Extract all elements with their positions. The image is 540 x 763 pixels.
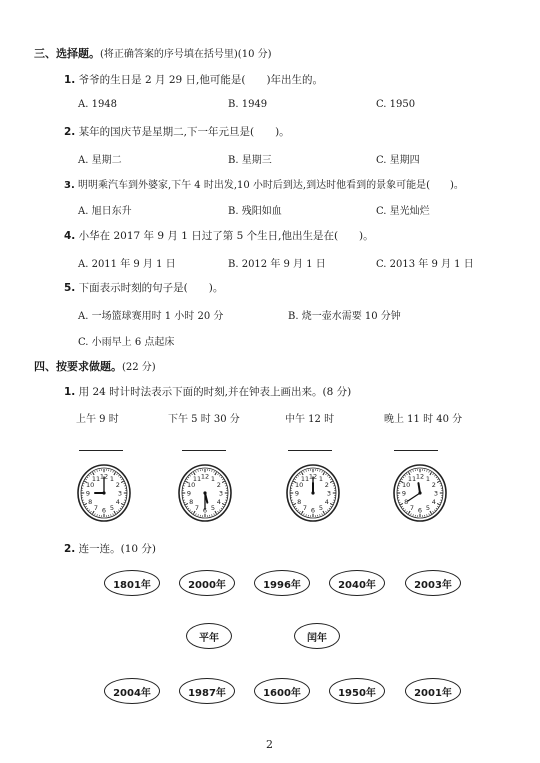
clock-tick [113, 471, 114, 472]
clock-numeral: 2 [431, 481, 436, 489]
clock-tick [225, 502, 226, 503]
clock-numeral: 6 [101, 506, 107, 515]
option-3-4-a: A. 2011 年 9 月 1 日 [78, 259, 176, 270]
clock-tick [437, 503, 440, 505]
option-3-2-b: B. 星期三 [228, 155, 272, 166]
time-label-4: 晚上 11 时 40 分 [384, 414, 463, 425]
clock-tick [95, 513, 96, 514]
clock-tick [121, 479, 122, 480]
clock-tick [401, 479, 402, 480]
option-3-3-a: A. 旭日东升 [78, 206, 132, 217]
page-number: 2 [266, 738, 273, 751]
question-4-2: 2. 连一连。(10 分) [64, 543, 157, 555]
clock-numeral: 7 [409, 504, 415, 513]
clock-tick [85, 479, 86, 480]
clock-tick [186, 479, 187, 480]
clock-numeral: 6 [310, 506, 316, 515]
clock-tick [333, 483, 334, 484]
clock-tick [440, 502, 441, 503]
leap-year-oval[interactable]: 闰年 [294, 623, 340, 649]
clock-tick [124, 502, 125, 503]
clock-numeral: 12 [308, 472, 318, 481]
section-3-title: 三、选择题。 [34, 47, 100, 60]
clock-tick [188, 508, 189, 509]
clock-numeral: 2 [115, 481, 120, 489]
clock-tick [437, 506, 438, 507]
clock-tick [329, 477, 330, 478]
clock-tick [403, 508, 404, 509]
common-year-oval[interactable]: 平年 [186, 623, 232, 649]
clock-tick [120, 508, 121, 509]
clock-center-pin [418, 491, 421, 494]
question-3-5: 5. 下面表示时刻的句子是( )。 [64, 282, 224, 294]
clock-tick [294, 506, 295, 507]
option-3-5-a: A. 一场篮球赛用时 1 小时 20 分 [78, 311, 224, 322]
clock-tick [293, 503, 296, 505]
option-3-3-b: B. 残阳如血 [228, 206, 282, 217]
clock-tick [323, 511, 325, 514]
time-label-2: 下午 5 时 30 分 [168, 414, 240, 425]
clock-tick [84, 503, 87, 505]
option-3-1-c: C. 1950 [376, 99, 416, 110]
clock-tick [433, 474, 434, 475]
clock-tick [406, 511, 407, 512]
clock-tick [214, 513, 215, 514]
clock-tick [327, 510, 328, 511]
option-3-3-c: C. 星光灿烂 [376, 206, 430, 217]
clock-numeral: 9 [85, 489, 91, 498]
clock-tick [117, 474, 118, 475]
clock-tick [214, 471, 215, 472]
clock-tick [114, 511, 116, 514]
year-oval-1950[interactable]: 1950年 [329, 678, 385, 704]
clock-tick [219, 475, 220, 476]
clock-tick [299, 511, 300, 512]
clock-numeral: 7 [194, 504, 200, 513]
answer-blank-4[interactable] [394, 450, 438, 451]
clock-numeral: 5 [210, 504, 216, 513]
clock-numeral: 4 [115, 498, 120, 506]
clock-tick [190, 475, 191, 476]
clock-tick [330, 506, 331, 507]
year-oval-1996[interactable]: 1996年 [254, 570, 310, 596]
section-3-note: (将正确答案的序号填在括号里)(10 分) [100, 49, 272, 60]
clock-tick [304, 471, 305, 472]
question-3-3: 3. 明明乘汽车到外婆家,下午 4 时出发,10 小时后到达,到达时他看到的景象可能是( )。 [64, 180, 464, 191]
option-3-2-c: C. 星期四 [376, 155, 420, 166]
section-4-note: (22 分) [122, 362, 156, 373]
section-3-heading [34, 45, 272, 61]
clock-tick [90, 511, 91, 512]
clock-tick [89, 510, 90, 511]
clock-tick [333, 502, 334, 503]
clock-numeral: 11 [300, 474, 310, 483]
clock-tick [399, 502, 400, 503]
clock-tick [222, 481, 225, 483]
clock-tick [120, 477, 121, 478]
clock-tick [434, 475, 435, 476]
clock-tick [186, 506, 187, 507]
clock-center-pin [203, 491, 206, 494]
clock-tick [430, 472, 432, 475]
clock-tick [114, 472, 116, 475]
clock-tick [190, 510, 191, 511]
answer-blank-1[interactable] [79, 450, 123, 451]
option-3-2-a: A. 星期二 [78, 155, 122, 166]
clock-numeral: 7 [93, 504, 99, 513]
clock-tick [329, 508, 330, 509]
clock-tick [330, 481, 333, 483]
answer-blank-3[interactable] [288, 450, 332, 451]
clock-tick [436, 477, 437, 478]
clock-tick [296, 477, 297, 478]
clock-tick [429, 471, 430, 472]
time-label-3: 中午 12 时 [285, 414, 335, 425]
clock-tick [405, 475, 406, 476]
year-oval-1801[interactable]: 1801年 [104, 570, 160, 596]
section-4-heading [34, 358, 156, 374]
clock-tick [304, 513, 305, 514]
year-oval-2003[interactable]: 2003年 [405, 570, 461, 596]
clock-tick [219, 510, 220, 511]
clock-numeral: 2 [324, 481, 329, 489]
clock-tick [191, 511, 192, 512]
clock-numeral: 3 [218, 489, 224, 498]
clock-numeral: 6 [202, 506, 208, 515]
clock-tick [215, 472, 217, 475]
clock-tick [327, 475, 328, 476]
clock-face-4[interactable] [392, 462, 448, 524]
clock-numeral: 2 [216, 481, 221, 489]
clock-tick [196, 471, 197, 472]
clock-tick [95, 471, 96, 472]
clock-numeral: 1 [109, 474, 115, 483]
clock-tick [330, 503, 333, 505]
clock-numeral: 5 [425, 504, 431, 513]
clock-numeral: 8 [297, 498, 302, 506]
clock-tick [292, 502, 293, 503]
clock-tick [121, 481, 124, 483]
clock-numeral: 9 [294, 489, 300, 498]
question-3-2: 2. 某年的国庆节是星期二,下一年元旦是( )。 [64, 126, 290, 138]
clock-tick [326, 511, 327, 512]
clock-center-pin [102, 491, 105, 494]
section-4-title: 四、按要求做题。 [34, 360, 122, 373]
clock-center-pin [311, 491, 314, 494]
clock-numeral: 5 [109, 504, 115, 513]
clock-tick [322, 513, 323, 514]
clock-tick [294, 479, 295, 480]
clock-tick [113, 513, 114, 514]
question-3-4: 4. 小华在 2017 年 9 月 1 日过了第 5 个生日,他出生是在( )。 [64, 230, 374, 242]
clock-numeral: 8 [189, 498, 194, 506]
clock-tick [87, 508, 88, 509]
clock-tick [184, 502, 185, 503]
clock-numeral: 7 [302, 504, 308, 513]
clock-tick [437, 479, 438, 480]
clock-tick [222, 506, 223, 507]
clock-tick [399, 483, 400, 484]
clock-tick [225, 483, 226, 484]
clock-numeral: 1 [318, 474, 324, 483]
clock-numeral: 4 [324, 498, 329, 506]
clock-tick [196, 513, 197, 514]
clock-tick [118, 475, 119, 476]
minute-hand [408, 493, 420, 501]
clock-tick [215, 511, 217, 514]
clock-numeral: 1 [425, 474, 431, 483]
clock-tick [401, 506, 402, 507]
clock-tick [184, 483, 185, 484]
clock-tick [121, 506, 122, 507]
clock-face-3[interactable] [285, 462, 341, 524]
clock-numeral: 3 [326, 489, 332, 498]
clock-numeral: 12 [99, 472, 109, 481]
clock-numeral: 3 [433, 489, 439, 498]
year-oval-1600[interactable]: 1600年 [254, 678, 310, 704]
clock-numeral: 10 [295, 481, 304, 489]
clock-numeral: 4 [216, 498, 221, 506]
clock-tick [87, 477, 88, 478]
clock-tick [298, 475, 299, 476]
clock-numeral: 8 [88, 498, 93, 506]
question-4-1: 1. 用 24 时计时法表示下面的时刻,并在钟表上画出来。(8 分) [64, 386, 352, 398]
clock-tick [292, 483, 293, 484]
option-3-1-a: A. 1948 [78, 99, 118, 110]
question-3-1: 1. 爷爷的生日是 2 月 29 日,他可能是( )年出生的。 [64, 74, 324, 86]
clock-numeral: 4 [431, 498, 436, 506]
clock-numeral: 10 [187, 481, 196, 489]
option-3-5-b: B. 烧一壶水需要 10 分钟 [288, 311, 401, 322]
clock-tick [296, 508, 297, 509]
clock-tick [411, 471, 412, 472]
year-oval-2000[interactable]: 2000年 [179, 570, 235, 596]
clock-tick [298, 510, 299, 511]
clock-tick [436, 508, 437, 509]
clock-tick [185, 503, 188, 505]
option-3-4-b: B. 2012 年 9 月 1 日 [228, 259, 326, 270]
clock-tick [118, 510, 119, 511]
clock-tick [440, 483, 441, 484]
clock-tick [188, 477, 189, 478]
clock-numeral: 5 [318, 504, 324, 513]
clock-tick [433, 511, 434, 512]
year-oval-2004[interactable]: 2004年 [104, 678, 160, 704]
clock-numeral: 9 [186, 489, 192, 498]
clock-tick [437, 481, 440, 483]
year-oval-2001[interactable]: 2001年 [405, 678, 461, 704]
clock-tick [221, 477, 222, 478]
clock-tick [83, 502, 84, 503]
clock-face-2[interactable] [177, 462, 233, 524]
clock-numeral: 9 [401, 489, 407, 498]
clock-numeral: 10 [402, 481, 411, 489]
clock-tick [405, 510, 406, 511]
clock-tick [323, 472, 325, 475]
clock-tick [222, 479, 223, 480]
clock-tick [117, 511, 118, 512]
clock-tick [411, 513, 412, 514]
clock-tick [322, 471, 323, 472]
option-3-5-c: C. 小雨早上 6 点起床 [78, 337, 175, 348]
clock-tick [218, 474, 219, 475]
year-oval-1987[interactable]: 1987年 [179, 678, 235, 704]
clock-numeral: 11 [192, 474, 202, 483]
clock-numeral: 12 [200, 472, 210, 481]
clock-face-1[interactable] [76, 462, 132, 524]
clock-numeral: 11 [91, 474, 101, 483]
option-3-1-b: B. 1949 [228, 99, 268, 110]
clock-numeral: 12 [415, 472, 425, 481]
option-3-4-c: C. 2013 年 9 月 1 日 [376, 259, 474, 270]
clock-numeral: 8 [404, 498, 409, 506]
year-oval-2040[interactable]: 2040年 [329, 570, 385, 596]
clock-tick [124, 483, 125, 484]
time-label-1: 上午 9 时 [76, 414, 119, 425]
clock-tick [85, 506, 86, 507]
clock-tick [221, 508, 222, 509]
clock-tick [89, 475, 90, 476]
clock-tick [430, 511, 432, 514]
clock-tick [434, 510, 435, 511]
clock-tick [121, 503, 124, 505]
clock-numeral: 3 [117, 489, 123, 498]
clock-tick [330, 479, 331, 480]
clock-tick [83, 483, 84, 484]
clock-tick [400, 503, 403, 505]
clock-tick [326, 474, 327, 475]
clock-numeral: 1 [210, 474, 216, 483]
clock-tick [222, 503, 225, 505]
clock-numeral: 6 [417, 506, 423, 515]
clock-numeral: 10 [86, 481, 95, 489]
clock-tick [429, 513, 430, 514]
answer-blank-2[interactable] [182, 450, 226, 451]
clock-tick [218, 511, 219, 512]
clock-tick [403, 477, 404, 478]
clock-numeral: 11 [407, 474, 417, 483]
